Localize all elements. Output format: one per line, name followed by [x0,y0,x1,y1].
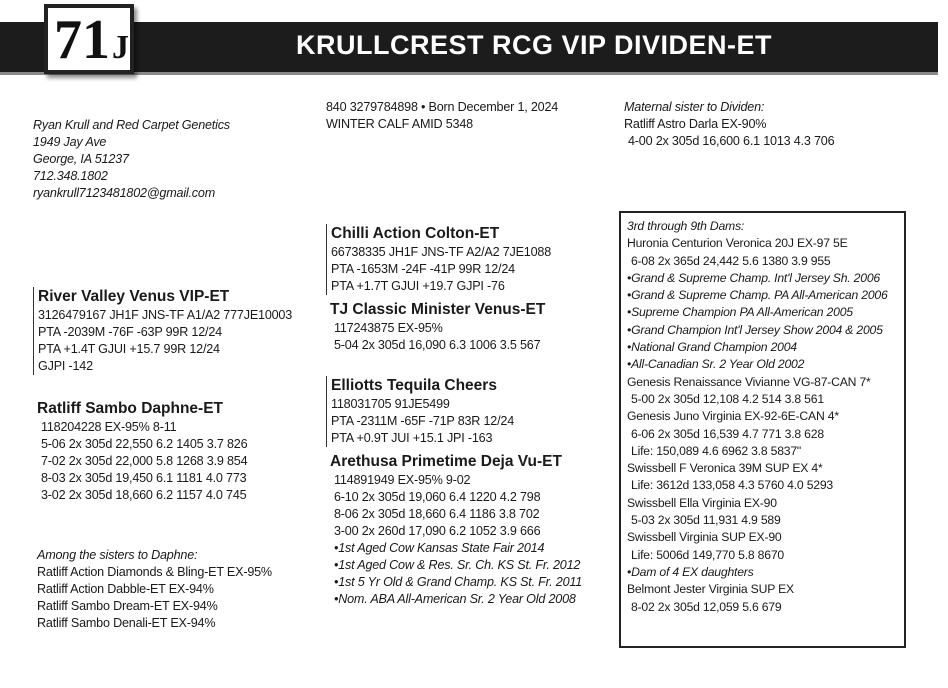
maternal-sister-name: Ratliff Astro Darla EX-90% [624,117,767,131]
dam-sister-name: Ratliff Sambo Dream-ET EX-94% [37,599,218,613]
animal-info [326,99,558,133]
dam-dam-honor: •Nom. ABA All-American Sr. 2 Year Old 2008 [334,592,576,606]
sire-line: PTA +1.4T GJUI +15.7 99R 12/24 [38,342,220,356]
dams-honor-line: •Dam of 4 EX daughters [627,564,754,579]
dam-dam-honor: •1st Aged Cow & Res. Sr. Ch. KS St. Fr. 2012 [334,558,581,572]
dams-record-line: 5-00 2x 305d 12,108 4.2 514 3.8 561 [631,391,824,406]
dam-dam-block [330,452,582,608]
consignor-line: Ryan Krull and Red Carpet Genetics [33,118,230,132]
sire-dam-id: 117243875 EX-95% [334,321,443,335]
dams-honor-line: •Grand Champion Int'l Jersey Show 2004 & 2005 [627,322,883,337]
dams-record-line: Life: 150,089 4.6 6962 3.8 5837" [631,443,802,458]
dam-sister-name: Ratliff Action Dabble-ET EX-94% [37,582,214,596]
dam-id: 118204228 EX-95% 8-11 [41,420,177,434]
consignor-info [33,117,230,202]
consignor-line: George, IA 51237 [33,152,129,166]
dam-sire-line: PTA -2311M -65F -71P 83R 12/24 [331,414,515,428]
maternal-sister-record: 4-00 2x 305d 16,600 6.1 1013 4.3 706 [628,134,835,148]
sire-sire-block [326,224,551,295]
dams-record-line: 8-02 2x 305d 12,059 5.6 679 [631,599,782,614]
sire-sire-line: 66738335 JH1F JNS-TF A2/A2 7JE1088 [331,245,552,259]
dams-name-line: Huronia Centurion Veronica 20J EX-97 5E [627,236,848,251]
dams-box-heading: 3rd through 9th Dams: [627,219,745,233]
consignor-line: 1949 Jay Ave [33,135,107,149]
sire-dam-name: TJ Classic Minister Venus-ET [330,301,546,318]
dam-sisters [37,547,272,632]
lot-number-suffix: J [112,29,129,66]
sire-sire-name: Chilli Action Colton-ET [331,225,500,242]
dam-dam-honor: •1st Aged Cow Kansas State Fair 2014 [334,541,545,555]
dams-honor-line: •National Grand Champion 2004 [627,340,797,355]
dams-name-line: Swissbell F Veronica 39M SUP EX 4* [627,461,823,476]
dams-record-line: 6-08 2x 365d 24,442 5.6 1380 3.9 955 [631,253,831,268]
sire-sire-line: PTA +1.7T GJUI +19.7 GJPI -76 [331,279,505,293]
title-banner [0,22,938,75]
dam-block [37,399,247,504]
dam-sire-name: Elliotts Tequila Cheers [331,377,497,394]
dams-record-line: 6-06 2x 305d 16,539 4.7 771 3.8 628 [631,426,824,441]
lot-number-digits: 71 [54,9,110,71]
sire-line: GJPI -142 [38,359,93,373]
dam-name: Ratliff Sambo Daphne-ET [37,400,224,417]
dam-sire-block [326,376,514,447]
dam-record: 5-06 2x 305d 22,550 6.2 1405 3.7 826 [41,437,248,451]
sire-dam-record: 5-04 2x 305d 16,090 6.3 1006 3.5 567 [334,338,541,352]
dam-sire-line: PTA +0.9T JUI +15.1 JPI -163 [331,431,493,445]
dams-honor-line: •Grand & Supreme Champ. PA All-American 2006 [627,288,888,303]
lot-number [54,10,129,78]
sire-block [33,287,292,375]
dam-record: 3-02 2x 305d 18,660 6.2 1157 4.0 745 [41,488,247,502]
consignor-line: 712.348.1802 [33,169,108,183]
dams-record-line: Life: 5006d 149,770 5.8 8670 [631,547,784,562]
dams-record-line: 5-03 2x 305d 11,931 4.9 589 [631,513,781,528]
dam-sister-name: Ratliff Sambo Denali-ET EX-94% [37,616,216,630]
dams-honor-line: •All-Canadian Sr. 2 Year Old 2002 [627,357,805,372]
dam-record: 7-02 2x 305d 22,000 5.8 1268 3.9 854 [41,454,248,468]
dams-honor-line: •Supreme Champion PA All-American 2005 [627,305,853,320]
dams-name-line: Genesis Juno Virginia EX-92-6E-CAN 4* [627,409,839,424]
maternal-sister-intro: Maternal sister to Dividen: [624,100,765,114]
dam-dam-record: 3-00 2x 260d 17,090 6.2 1052 3.9 666 [334,524,541,538]
dams-name-line: Swissbell Virginia SUP EX-90 [627,530,782,545]
dam-dam-record: 8-06 2x 305d 18,660 6.4 1186 3.8 702 [334,507,540,521]
animal-class-line: WINTER CALF AMID 5348 [326,117,473,131]
dams-3-9-box [619,211,906,648]
sire-line: PTA -2039M -76F -63P 99R 12/24 [38,325,222,339]
dam-record: 8-03 2x 305d 19,450 6.1 1181 4.0 773 [41,471,247,485]
sire-dam-block [330,300,545,354]
animal-id-line: 840 3279784898 • Born December 1, 2024 [326,100,559,114]
lot-number-box [44,4,134,74]
dams-name-line: Swissbell Ella Virginia EX-90 [627,495,777,510]
sire-line: 3126479167 JH1F JNS-TF A1/A2 777JE10003 [38,308,293,322]
dams-honor-line: •Grand & Supreme Champ. Int'l Jersey Sh. 2006 [627,270,880,285]
dam-sisters-intro: Among the sisters to Daphne: [37,548,198,562]
dam-sister-name: Ratliff Action Diamonds & Bling-ET EX-95% [37,565,272,579]
sire-name: River Valley Venus VIP-ET [38,288,230,305]
dam-dam-id: 114891949 EX-95% 9-02 [334,473,471,487]
dam-dam-honor: •1st 5 Yr Old & Grand Champ. KS St. Fr. 2011 [334,575,583,589]
dam-dam-record: 6-10 2x 305d 19,060 6.4 1220 4.2 798 [334,490,541,504]
dams-record-line: Life: 3612d 133,058 4.3 5760 4.0 5293 [631,478,834,493]
dam-sire-line: 118031705 91JE5499 [331,397,450,411]
sire-sire-line: PTA -1653M -24F -41P 99R 12/24 [331,262,515,276]
maternal-sister [624,99,834,150]
page-title: KRULLCREST RCG VIP DIVIDEN-ET [296,30,773,60]
dams-name-line: Belmont Jester Virginia SUP EX [627,582,794,597]
dam-dam-name: Arethusa Primetime Deja Vu-ET [330,453,562,470]
dams-name-line: Genesis Renaissance Vivianne VG-87-CAN 7* [627,374,871,389]
consignor-line: ryankrull7123481802@gmail.com [33,186,215,200]
